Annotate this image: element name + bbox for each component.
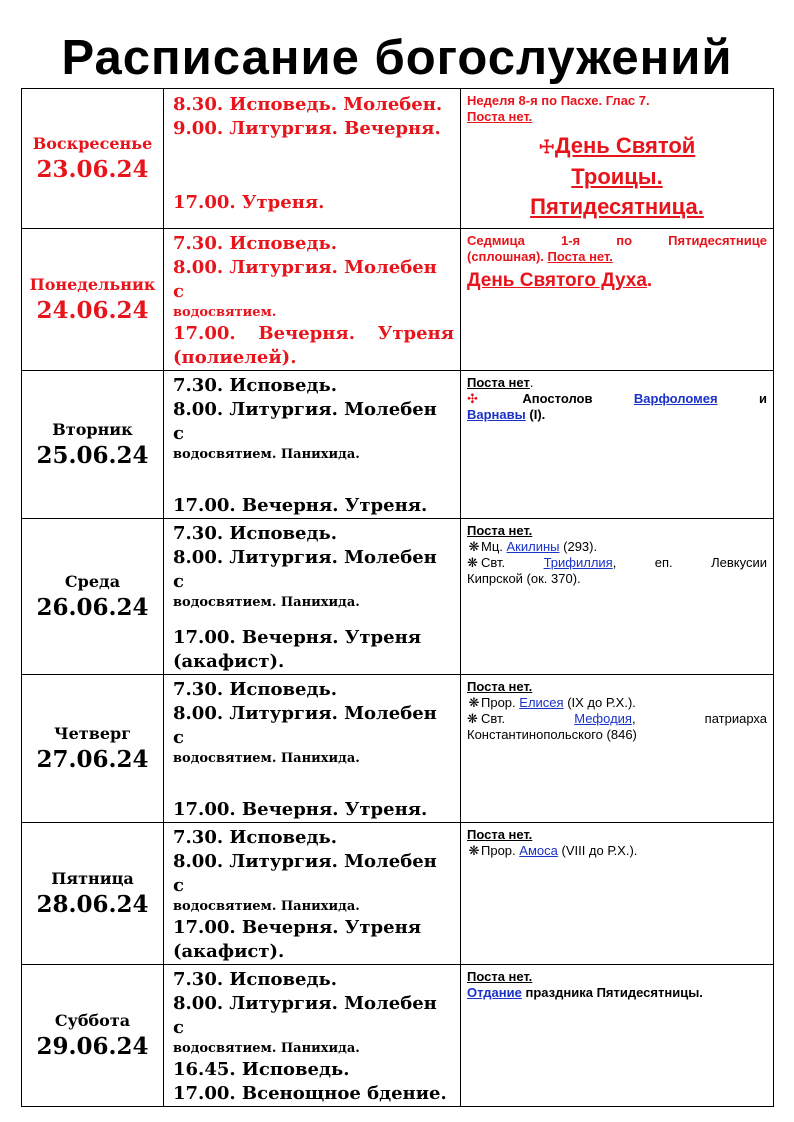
services-cell xyxy=(164,823,461,965)
saint-link[interactable]: Елисея xyxy=(519,695,564,710)
day-cell xyxy=(22,229,164,371)
table-row xyxy=(22,371,774,519)
service-line: 17.00. Всенощное бдение. xyxy=(173,1083,447,1104)
punct: , xyxy=(631,711,636,726)
day-cell xyxy=(22,823,164,965)
info-cell xyxy=(461,519,774,675)
table-row xyxy=(22,823,774,965)
table-row xyxy=(22,965,774,1107)
service-line: 17.00. Вечерня. Утреня xyxy=(173,627,422,648)
saint-text: Кипрской (ок. 370). xyxy=(467,571,581,586)
service-line: водосвятием. Панихида. xyxy=(173,751,360,766)
services-cell xyxy=(164,675,461,823)
fast-status: Поста нет. xyxy=(467,969,533,984)
fast-status: Поста нет. xyxy=(467,679,533,694)
saint-text: Константинопольского (846) xyxy=(467,727,637,742)
table-row xyxy=(22,519,774,675)
day-name: Вторник xyxy=(52,419,133,439)
saint-link[interactable]: Варфоломея xyxy=(633,391,718,406)
day-cell xyxy=(22,965,164,1107)
day-date: 29.06.24 xyxy=(36,1032,149,1060)
info-cell xyxy=(461,823,774,965)
feast-link[interactable]: Отдание xyxy=(467,985,522,1000)
info-cell xyxy=(461,371,774,519)
services-cell xyxy=(164,371,461,519)
saint-text: Апостолов xyxy=(522,391,593,406)
service-line: 8.00. Литургия. Молебен с xyxy=(173,547,437,592)
service-line: 8.00. Литургия. Молебен с xyxy=(173,993,437,1038)
day-name: Воскресенье xyxy=(32,133,153,153)
saint-text: Прор. xyxy=(481,695,516,710)
feast-title: День Святого Духа xyxy=(467,270,647,291)
day-date: 23.06.24 xyxy=(36,155,149,183)
service-line: 7.30. Исповедь. xyxy=(173,969,337,990)
saint-link[interactable]: Акилины xyxy=(506,539,560,554)
info-cell xyxy=(461,965,774,1107)
saint-link[interactable]: Варнавы xyxy=(467,407,526,422)
service-line: 8.00. Литургия. Молебен с xyxy=(173,257,437,302)
saint-text: патриарха xyxy=(704,711,767,726)
services-cell xyxy=(164,89,461,229)
fast-status: Поста нет. xyxy=(467,827,533,842)
service-line: 16.45. Исповедь. xyxy=(173,1059,350,1080)
service-line: (акафист). xyxy=(173,941,285,962)
day-name: Суббота xyxy=(54,1010,131,1030)
service-line: 8.00. Литургия. Молебен с xyxy=(173,851,437,896)
services-cell xyxy=(164,229,461,371)
saint-text: (VIII до Р.Х.). xyxy=(561,843,638,858)
saint-text: (I). xyxy=(529,407,546,422)
day-name: Среда xyxy=(64,571,121,591)
fast-status: Поста нет. xyxy=(547,249,613,264)
info-cell xyxy=(461,229,774,371)
flower-icon: ❋ xyxy=(467,555,478,570)
service-line: 8.30. Исповедь. Молебен. xyxy=(173,94,443,115)
services-cell xyxy=(164,965,461,1107)
info-cell xyxy=(461,89,774,229)
flower-icon: ❋ xyxy=(468,695,480,710)
feast-title: Троицы. xyxy=(571,164,663,189)
feast-title: День Святой xyxy=(554,133,696,158)
saint-link[interactable]: Амоса xyxy=(519,843,558,858)
service-line: водосвятием. Панихида. xyxy=(173,447,360,462)
fast-status: Поста нет. xyxy=(467,109,533,124)
services-cell xyxy=(164,519,461,675)
service-line: 17.00. Вечерня. Утреня. xyxy=(173,495,428,516)
cross-icon: ✣ xyxy=(467,391,478,406)
service-line: (полиелей). xyxy=(173,347,297,368)
service-line: 17.00. Вечерня. Утреня xyxy=(173,323,454,344)
flower-icon: ❋ xyxy=(468,843,480,858)
flower-icon: ❋ xyxy=(468,539,480,554)
feast-punct: . xyxy=(646,270,653,291)
service-line: 17.00. Вечерня. Утреня. xyxy=(173,799,428,820)
service-line: 9.00. Литургия. Вечерня. xyxy=(173,118,441,139)
saint-link[interactable]: Трифиллия xyxy=(543,555,613,570)
service-line: 17.00. Вечерня. Утреня xyxy=(173,917,422,938)
feast-text: праздника Пятидесятницы. xyxy=(525,985,703,1000)
service-line: 7.30. Исповедь. xyxy=(173,827,337,848)
service-line: 7.30. Исповедь. xyxy=(173,233,337,254)
feast-title: Пятидесятница. xyxy=(530,194,704,219)
fast-status: Поста нет xyxy=(467,375,530,390)
day-name: Пятница xyxy=(51,868,134,888)
saint-text: Мц. xyxy=(481,539,503,554)
week-info: Неделя 8-я по Пасхе. Глас 7. xyxy=(467,93,650,108)
info-cell xyxy=(461,675,774,823)
day-date: 28.06.24 xyxy=(36,890,149,918)
service-line: (акафист). xyxy=(173,651,285,672)
saint-text: Свт. xyxy=(481,555,506,570)
service-line: водосвятием. Панихида. xyxy=(173,899,360,914)
flower-icon: ❋ xyxy=(467,711,478,726)
table-row xyxy=(22,229,774,371)
day-cell xyxy=(22,89,164,229)
cross-icon: ☩ xyxy=(538,137,555,157)
saint-text: (293). xyxy=(563,539,598,554)
day-date: 25.06.24 xyxy=(36,441,149,469)
day-cell xyxy=(22,675,164,823)
schedule-table xyxy=(21,88,774,1107)
day-date: 26.06.24 xyxy=(36,593,149,621)
service-line: 7.30. Исповедь. xyxy=(173,375,337,396)
service-line: водосвятием. Панихида. xyxy=(173,595,360,610)
saint-text: Прор. xyxy=(481,843,516,858)
service-line: водосвятием. Панихида. xyxy=(173,1041,360,1056)
fast-status: Поста нет. xyxy=(467,523,533,538)
day-cell xyxy=(22,371,164,519)
saint-text: и xyxy=(758,391,767,406)
saint-text: (IX до Р.Х.). xyxy=(567,695,636,710)
saint-text: Левкусии xyxy=(711,555,767,570)
table-row xyxy=(22,675,774,823)
week-info: (сплошная). xyxy=(467,249,544,264)
day-name: Четверг xyxy=(54,723,131,743)
punct: . xyxy=(529,375,534,390)
punct: , xyxy=(612,555,617,570)
service-line: 7.30. Исповедь. xyxy=(173,679,337,700)
saint-text: еп. xyxy=(654,555,673,570)
table-row xyxy=(22,89,774,229)
page-title: Расписание богослужений xyxy=(61,31,733,85)
day-date: 24.06.24 xyxy=(36,296,149,324)
service-line: 7.30. Исповедь. xyxy=(173,523,337,544)
saint-text: Свт. xyxy=(481,711,506,726)
day-date: 27.06.24 xyxy=(36,745,149,773)
day-name: Понедельник xyxy=(29,274,156,294)
day-cell xyxy=(22,519,164,675)
service-line: 8.00. Литургия. Молебен с xyxy=(173,399,437,444)
service-line: 8.00. Литургия. Молебен с xyxy=(173,703,437,748)
saint-link[interactable]: Мефодия xyxy=(574,711,632,726)
week-info: Седмица 1-я по Пятидесятнице xyxy=(467,233,767,248)
service-line: 17.00. Утреня. xyxy=(173,192,325,213)
service-line: водосвятием. xyxy=(173,305,277,320)
